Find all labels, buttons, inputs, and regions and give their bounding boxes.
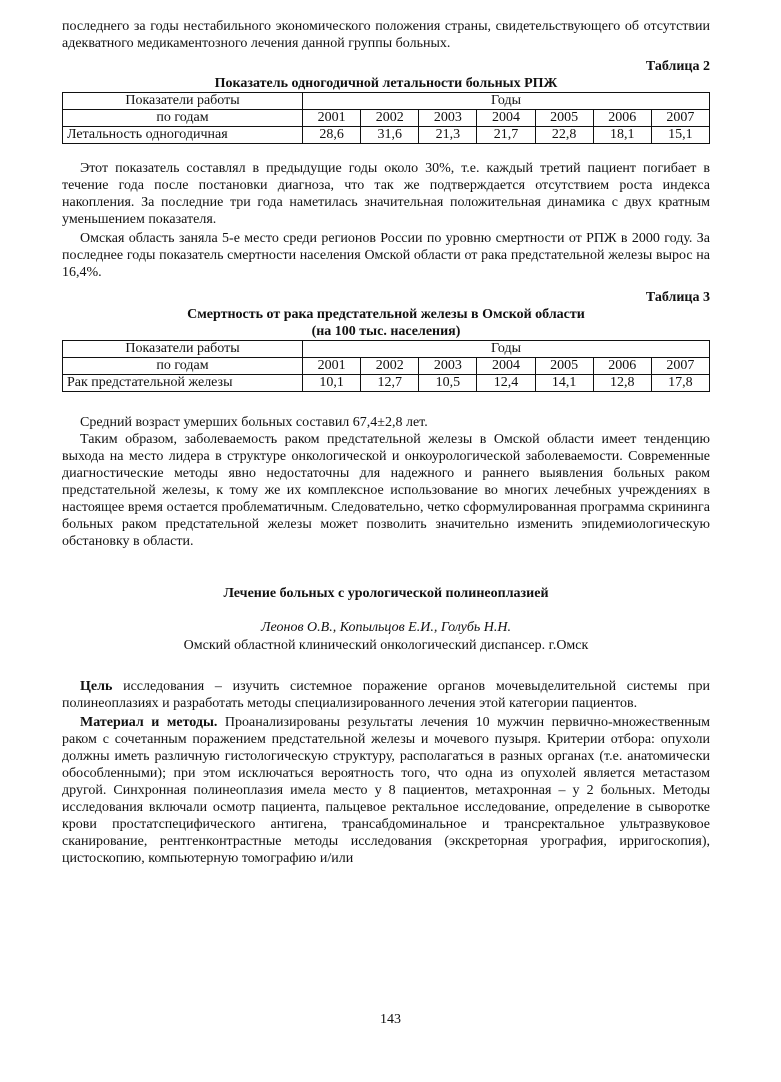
page-number: 143 <box>380 1012 401 1027</box>
paragraph-goal <box>62 678 710 712</box>
table2-title: Показатель одногодичной летальности больных РПЖ <box>214 76 558 91</box>
methods-label: Материал и методы. <box>80 715 218 730</box>
table2-value-cell: 21,3 <box>419 127 477 144</box>
table2-indicator-header: Показатели работы <box>63 93 303 110</box>
table3-year-cell: 2001 <box>303 358 361 375</box>
table2-year-row <box>63 110 710 127</box>
goal-label: Цель <box>80 679 113 694</box>
table3-subtitle: (на 100 тыс. населения) <box>311 324 461 339</box>
table3-year-cell: 2004 <box>477 358 535 375</box>
table2-year-cell: 2001 <box>303 110 361 127</box>
table2-indicator-subheader: по годам <box>63 110 303 127</box>
table3-header-row <box>63 341 710 358</box>
table2-year-cell: 2005 <box>535 110 593 127</box>
table2-year-cell: 2003 <box>419 110 477 127</box>
table3-year-cell: 2007 <box>651 358 709 375</box>
paragraph-region-rank: Омская область заняла 5-е место среди регионов России по уровню смертности от РПЖ в 2000 году. За последнее годы показатель смертности населения Омской области от рака предстательной железы вырос на 16,4%. <box>62 231 710 280</box>
table3-year-cell: 2002 <box>361 358 419 375</box>
table3-value-cell: 12,4 <box>477 375 535 392</box>
section-title: Лечение больных с урологической полинеоплазией <box>223 586 549 601</box>
table3-title: Смертность от рака предстательной железы в Омской области <box>187 307 585 322</box>
table2-year-cell: 2007 <box>651 110 709 127</box>
table3-value-cell: 14,1 <box>535 375 593 392</box>
table3-label: Таблица 3 <box>645 290 710 305</box>
table3-year-cell: 2003 <box>419 358 477 375</box>
section-affiliation: Омский областной клинический онкологический диспансер. г.Омск <box>183 638 589 653</box>
table2-year-cell: 2004 <box>477 110 535 127</box>
table2-value-cell: 22,8 <box>535 127 593 144</box>
table2-value-cell: 18,1 <box>593 127 651 144</box>
goal-text: исследования – изучить системное поражение органов мочевыделительной системы при полинеоплазиях и разработать методы специализированного лечения этой категории пациентов. <box>62 679 710 711</box>
table2-year-cell: 2002 <box>361 110 419 127</box>
paragraph-conclusion: Таким образом, заболеваемость раком предстательной железы в Омской области имеет тенденцию выхода на место лидера в структуре онкологической и онкоурологической заболеваемости. Современные диагностические методы явно недостаточны для надежного и раннего выявления больных раком предстательной железы, к тому же их комплексное использование во многих лечебных учреждениях в настоящее время остается проблематичным. Следовательно, четко сформулированная программа скрининга больных раком предстательной железы может позволить значительно изменить эпидемиологическую обстановку в области. <box>62 432 710 549</box>
methods-text: Проанализированы результаты лечения 10 мужчин первично-множественным раком с сочетанным поражением предстательной железы и мочевого пузыря. Критерии отбора: опухоли должны иметь различную гистологическую структуру, располагаться в разных органах (т.е. анатомически обособленными); при этом исключаться вероятность того, что одна из опухолей является метастазом другой. Синхронная полинеоплазия имела место у 8 пациентов, метахронная – у 2 больных. Методы исследования включали осмотр пациента, пальцевое ректальное исследование, определение в сыворотке крови простатспецифического антигена, трансабдоминальное и трансректальное ультразвуковое сканирование, рентгенконтрастные методы исследования (экскреторная урография, ирригоскопия), цистоскопию, компьютерную томографию и/или <box>62 715 711 866</box>
paragraph-methods <box>62 714 710 867</box>
table3-value-cell: 10,5 <box>419 375 477 392</box>
table2-value-cell: 28,6 <box>303 127 361 144</box>
table2-value-cell: 21,7 <box>477 127 535 144</box>
table2-value-cell: 15,1 <box>651 127 709 144</box>
table3-value-cell: 12,8 <box>593 375 651 392</box>
table2-row-label: Летальность одногодичная <box>63 127 303 144</box>
table2 <box>62 92 710 144</box>
section-authors: Леонов О.В., Копыльцов Е.И., Голубь Н.Н. <box>261 620 511 635</box>
table3-value-cell: 17,8 <box>651 375 709 392</box>
table3-row-label: Рак предстательной железы <box>63 375 303 392</box>
table3-year-cell: 2006 <box>593 358 651 375</box>
table3-indicator-subheader: по годам <box>63 358 303 375</box>
table2-label: Таблица 2 <box>645 59 710 74</box>
table2-years-header: Годы <box>303 93 710 110</box>
table3-value-cell: 12,7 <box>361 375 419 392</box>
table3-year-row <box>63 358 710 375</box>
paragraph-mortality-dynamics: Этот показатель составлял в предыдущие годы около 30%, т.е. каждый третий пациент погибает в течение года после постановки диагноза, что так же подтверждается отсутствием роста индекса накопления. За последние три года наметилась значительная положительная динамика с двух кратным уменьшением показателя. <box>62 161 710 227</box>
table2-value-cell: 31,6 <box>361 127 419 144</box>
paragraph-mean-age: Средний возраст умерших больных составил 67,4±2,8 лет. <box>80 415 428 430</box>
table3-indicator-header: Показатели работы <box>63 341 303 358</box>
table2-data-row <box>63 127 710 144</box>
table3-years-header: Годы <box>303 341 710 358</box>
table3-value-cell: 10,1 <box>303 375 361 392</box>
table2-year-cell: 2006 <box>593 110 651 127</box>
table2-header-row <box>63 93 710 110</box>
table3-data-row <box>63 375 710 392</box>
table3-year-cell: 2005 <box>535 358 593 375</box>
intro-paragraph: последнего за годы нестабильного экономического положения страны, свидетельствующего об отсутствии адекватного медикаментозного лечения данной группы больных. <box>62 19 710 51</box>
document-page <box>62 18 710 867</box>
table3 <box>62 340 710 392</box>
